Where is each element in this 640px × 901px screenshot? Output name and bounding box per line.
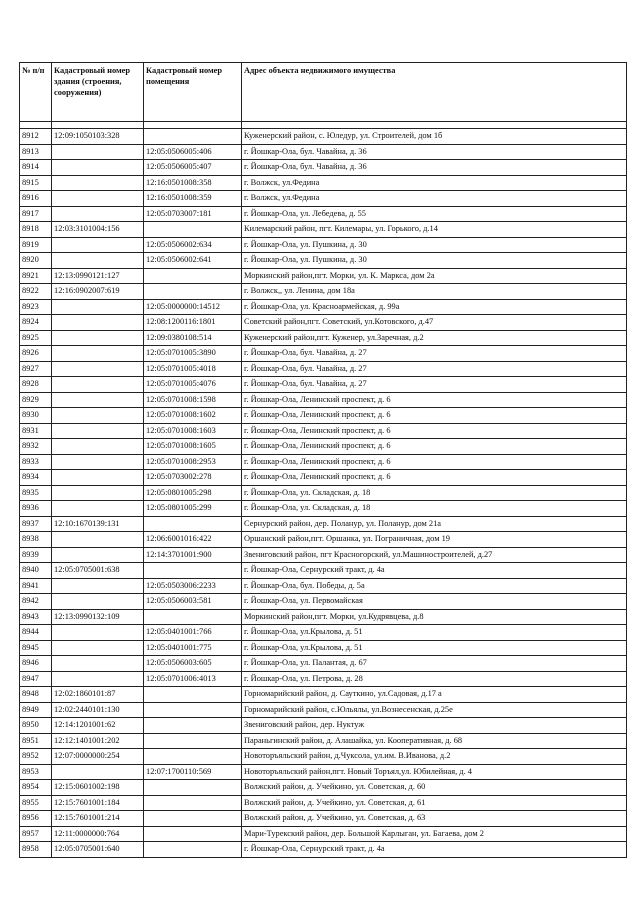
premises-cadastral-number (144, 718, 242, 734)
building-cadastral-number (52, 175, 144, 191)
premises-cadastral-number: 12:05:0506005:407 (144, 160, 242, 176)
building-cadastral-number (52, 392, 144, 408)
premises-cadastral-number (144, 129, 242, 145)
property-address: г. Йошкар-Ола, Ленинский проспект, д. 6 (242, 423, 627, 439)
premises-cadastral-number: 12:05:0703007:181 (144, 206, 242, 222)
table-row (20, 408, 627, 424)
table-row (20, 547, 627, 563)
premises-cadastral-number: 12:05:0506003:605 (144, 656, 242, 672)
property-address: Волжский район, д. Учейкино, ул. Советская, д. 60 (242, 780, 627, 796)
row-number: 8936 (20, 501, 52, 517)
premises-cadastral-number: 12:05:0701008:1598 (144, 392, 242, 408)
building-cadastral-number: 12:16:0902007:619 (52, 284, 144, 300)
row-number: 8931 (20, 423, 52, 439)
building-cadastral-number (52, 671, 144, 687)
property-address: Звениговский район, дер. Нуктуж (242, 718, 627, 734)
table-row (20, 175, 627, 191)
building-cadastral-number (52, 764, 144, 780)
property-address: Горномарийский район, с.Юльялы, ул.Вознесенская, д.25е (242, 702, 627, 718)
property-address: Моркинский район,пгт. Морки, ул. К. Маркса, дом 2а (242, 268, 627, 284)
building-cadastral-number: 12:13:0990132:109 (52, 609, 144, 625)
table-row (20, 129, 627, 145)
premises-cadastral-number: 12:05:0801005:299 (144, 501, 242, 517)
property-address: г. Йошкар-Ола, ул. Складская, д. 18 (242, 485, 627, 501)
row-number: 8912 (20, 129, 52, 145)
table-row (20, 656, 627, 672)
header-spacer-row (20, 122, 627, 129)
premises-cadastral-number: 12:07:1700110:569 (144, 764, 242, 780)
property-address: г. Волжск, ул.Федина (242, 191, 627, 207)
building-cadastral-number (52, 160, 144, 176)
property-address: Куженерский район, с. Юледур, ул. Строителей, дом 1б (242, 129, 627, 145)
premises-cadastral-number (144, 222, 242, 238)
property-address: г. Йошкар-Ола, Ленинский проспект, д. 6 (242, 408, 627, 424)
premises-cadastral-number: 12:05:0000000:14512 (144, 299, 242, 315)
row-number: 8916 (20, 191, 52, 207)
building-cadastral-number: 12:15:0601002:198 (52, 780, 144, 796)
premises-cadastral-number: 12:14:3701001:900 (144, 547, 242, 563)
table-row (20, 501, 627, 517)
premises-cadastral-number: 12:05:0503006:2233 (144, 578, 242, 594)
row-number: 8926 (20, 346, 52, 362)
premises-cadastral-number: 12:16:0501008:358 (144, 175, 242, 191)
property-address: Горномарийский район, д. Сауткино, ул.Садовая, д.17 а (242, 687, 627, 703)
table-row (20, 702, 627, 718)
table-row (20, 423, 627, 439)
row-number: 8956 (20, 811, 52, 827)
row-number: 8913 (20, 144, 52, 160)
property-address: г. Йошкар-Ола, ул. Пушкина, д. 30 (242, 253, 627, 269)
row-number: 8928 (20, 377, 52, 393)
property-address: Звениговский район, пгт Красногорский, ул.Машиностроителей, д.27 (242, 547, 627, 563)
property-address: Советский район,пгт. Советский, ул.Котовского, д.47 (242, 315, 627, 331)
premises-cadastral-number: 12:05:0801005:298 (144, 485, 242, 501)
property-address: г. Йошкар-Ола, ул. Лебедева, д. 55 (242, 206, 627, 222)
row-number: 8919 (20, 237, 52, 253)
property-address: г. Йошкар-Ола, ул.Крылова, д. 51 (242, 640, 627, 656)
property-address: Мари-Турекский район, дер. Большой Карлыган, ул. Багаева, дом 2 (242, 826, 627, 842)
table-header-row (20, 63, 627, 122)
building-cadastral-number: 12:09:1050103:328 (52, 129, 144, 145)
property-address: г. Йошкар-Ола, ул. Складская, д. 18 (242, 501, 627, 517)
row-number: 8955 (20, 795, 52, 811)
header-number: № п/п (20, 63, 52, 122)
property-address: г. Йошкар-Ола, Сернурский тракт, д. 4а (242, 563, 627, 579)
building-cadastral-number (52, 253, 144, 269)
property-address: Сернурский район, дер. Поланур, ул. Поланур, дом 21а (242, 516, 627, 532)
premises-cadastral-number: 12:05:0701005:4076 (144, 377, 242, 393)
row-number: 8930 (20, 408, 52, 424)
row-number: 8957 (20, 826, 52, 842)
property-address: г. Йошкар-Ола, бул. Чавайна, д. 36 (242, 144, 627, 160)
building-cadastral-number (52, 501, 144, 517)
premises-cadastral-number: 12:05:0401001:766 (144, 625, 242, 641)
table-row (20, 315, 627, 331)
premises-cadastral-number (144, 284, 242, 300)
property-address: Оршанский район,пгт. Оршанка, ул. Пограничная, дом 19 (242, 532, 627, 548)
row-number: 8914 (20, 160, 52, 176)
building-cadastral-number (52, 485, 144, 501)
premises-cadastral-number: 12:05:0701008:1605 (144, 439, 242, 455)
row-number: 8923 (20, 299, 52, 315)
property-address: Моркинский район,пгт. Морки, ул.Кудрявцева, д.8 (242, 609, 627, 625)
row-number: 8951 (20, 733, 52, 749)
table-row (20, 191, 627, 207)
table-row (20, 826, 627, 842)
building-cadastral-number (52, 532, 144, 548)
property-address: г. Йошкар-Ола, бул. Чавайна, д. 27 (242, 377, 627, 393)
table-row (20, 516, 627, 532)
table-row (20, 780, 627, 796)
property-address: Параньгинский район, д. Алашайка, ул. Кооперативная, д. 68 (242, 733, 627, 749)
property-address: Новоторъяльский район,пгт. Новый Торъял,ул. Юбилейная, д. 4 (242, 764, 627, 780)
header-building-cadastral: Кадастровый номер здания (строения, сооружения) (52, 63, 144, 122)
property-address: г. Йошкар-Ола, Ленинский проспект, д. 6 (242, 439, 627, 455)
building-cadastral-number (52, 191, 144, 207)
property-address: г. Йошкар-Ола, ул. Пушкина, д. 30 (242, 237, 627, 253)
premises-cadastral-number (144, 811, 242, 827)
building-cadastral-number (52, 423, 144, 439)
property-address: г. Йошкар-Ола, ул. Первомайская (242, 594, 627, 610)
row-number: 8947 (20, 671, 52, 687)
table-row (20, 144, 627, 160)
property-address: г. Йошкар-Ола, бул. Победы, д. 5а (242, 578, 627, 594)
premises-cadastral-number (144, 268, 242, 284)
building-cadastral-number: 12:15:7601001:214 (52, 811, 144, 827)
building-cadastral-number (52, 640, 144, 656)
table-row (20, 268, 627, 284)
row-number: 8946 (20, 656, 52, 672)
property-address: Волжский район, д. Учейкино, ул. Советская, д. 63 (242, 811, 627, 827)
row-number: 8935 (20, 485, 52, 501)
building-cadastral-number (52, 578, 144, 594)
property-address: Килемарский район, пгт. Килемары, ул. Горького, д.14 (242, 222, 627, 238)
property-address: г. Йошкар-Ола, ул. Палантая, д. 67 (242, 656, 627, 672)
building-cadastral-number: 12:07:0000000:254 (52, 749, 144, 765)
table-row (20, 377, 627, 393)
building-cadastral-number: 12:02:2440101:130 (52, 702, 144, 718)
premises-cadastral-number: 12:05:0701008:2953 (144, 454, 242, 470)
building-cadastral-number: 12:10:1670139:131 (52, 516, 144, 532)
building-cadastral-number (52, 439, 144, 455)
premises-cadastral-number (144, 795, 242, 811)
premises-cadastral-number: 12:09:0380108:514 (144, 330, 242, 346)
table-row (20, 439, 627, 455)
table-row (20, 563, 627, 579)
row-number: 8925 (20, 330, 52, 346)
header-premises-cadastral: Кадастровый номер помещения (144, 63, 242, 122)
property-address: г. Йошкар-Ола, ул. Петрова, д. 28 (242, 671, 627, 687)
row-number: 8917 (20, 206, 52, 222)
building-cadastral-number (52, 377, 144, 393)
row-number: 8932 (20, 439, 52, 455)
premises-cadastral-number: 12:05:0701005:4018 (144, 361, 242, 377)
building-cadastral-number (52, 237, 144, 253)
table-row (20, 764, 627, 780)
building-cadastral-number (52, 625, 144, 641)
property-address: г. Йошкар-Ола, Ленинский проспект, д. 6 (242, 454, 627, 470)
building-cadastral-number (52, 408, 144, 424)
row-number: 8940 (20, 563, 52, 579)
building-cadastral-number (52, 206, 144, 222)
property-address: г. Йошкар-Ола, бул. Чавайна, д. 27 (242, 346, 627, 362)
table-row (20, 733, 627, 749)
building-cadastral-number (52, 470, 144, 486)
row-number: 8953 (20, 764, 52, 780)
building-cadastral-number (52, 346, 144, 362)
table-row (20, 811, 627, 827)
table-row (20, 284, 627, 300)
premises-cadastral-number: 12:05:0701008:1602 (144, 408, 242, 424)
premises-cadastral-number (144, 733, 242, 749)
building-cadastral-number: 12:12:1401001:202 (52, 733, 144, 749)
premises-cadastral-number (144, 563, 242, 579)
row-number: 8958 (20, 842, 52, 858)
premises-cadastral-number (144, 702, 242, 718)
property-address: г. Йошкар-Ола, Ленинский проспект, д. 6 (242, 392, 627, 408)
row-number: 8929 (20, 392, 52, 408)
row-number: 8937 (20, 516, 52, 532)
table-body (20, 129, 627, 858)
property-address: г. Йошкар-Ола, Сернурский тракт, д. 4а (242, 842, 627, 858)
row-number: 8938 (20, 532, 52, 548)
row-number: 8921 (20, 268, 52, 284)
premises-cadastral-number: 12:05:0506002:641 (144, 253, 242, 269)
premises-cadastral-number (144, 687, 242, 703)
table-row (20, 454, 627, 470)
row-number: 8924 (20, 315, 52, 331)
table-row (20, 718, 627, 734)
row-number: 8941 (20, 578, 52, 594)
building-cadastral-number (52, 330, 144, 346)
table-row (20, 749, 627, 765)
table-row (20, 299, 627, 315)
building-cadastral-number: 12:14:1201001:62 (52, 718, 144, 734)
table-row (20, 237, 627, 253)
row-number: 8922 (20, 284, 52, 300)
building-cadastral-number (52, 454, 144, 470)
premises-cadastral-number: 12:05:0506005:406 (144, 144, 242, 160)
building-cadastral-number (52, 315, 144, 331)
building-cadastral-number (52, 299, 144, 315)
row-number: 8933 (20, 454, 52, 470)
property-address: г. Волжск,, ул. Ленина, дом 18а (242, 284, 627, 300)
building-cadastral-number (52, 361, 144, 377)
header-address: Адрес объекта недвижимого имущества (242, 63, 627, 122)
table-row (20, 160, 627, 176)
row-number: 8915 (20, 175, 52, 191)
premises-cadastral-number: 12:05:0701006:4013 (144, 671, 242, 687)
building-cadastral-number: 12:02:1860101:87 (52, 687, 144, 703)
building-cadastral-number: 12:11:0000000:764 (52, 826, 144, 842)
row-number: 8942 (20, 594, 52, 610)
property-address: г. Йошкар-Ола, бул. Чавайна, д. 27 (242, 361, 627, 377)
table-row (20, 253, 627, 269)
row-number: 8954 (20, 780, 52, 796)
property-address: г. Йошкар-Ола, Ленинский проспект, д. 6 (242, 470, 627, 486)
table-row (20, 392, 627, 408)
premises-cadastral-number: 12:08:1200116:1801 (144, 315, 242, 331)
premises-cadastral-number (144, 609, 242, 625)
premises-cadastral-number: 12:05:0506003:581 (144, 594, 242, 610)
building-cadastral-number (52, 594, 144, 610)
table-row (20, 625, 627, 641)
building-cadastral-number: 12:03:3101004:156 (52, 222, 144, 238)
premises-cadastral-number: 12:05:0703002:278 (144, 470, 242, 486)
table-row (20, 578, 627, 594)
table-row (20, 640, 627, 656)
premises-cadastral-number: 12:06:6001016:422 (144, 532, 242, 548)
property-address: Куженерский район,пгт. Куженер, ул.Заречная, д.2 (242, 330, 627, 346)
table-row (20, 222, 627, 238)
table-row (20, 687, 627, 703)
row-number: 8927 (20, 361, 52, 377)
property-address: Новоторъяльский район, д.Чуксола, ул.им. В.Иванова, д.2 (242, 749, 627, 765)
property-address: г. Йошкар-Ола, бул. Чавайна, д. 36 (242, 160, 627, 176)
premises-cadastral-number (144, 516, 242, 532)
property-address: г. Йошкар-Ола, ул. Красноармейская, д. 99а (242, 299, 627, 315)
table-row (20, 842, 627, 858)
premises-cadastral-number (144, 749, 242, 765)
building-cadastral-number: 12:05:0705001:638 (52, 563, 144, 579)
row-number: 8939 (20, 547, 52, 563)
premises-cadastral-number (144, 842, 242, 858)
row-number: 8934 (20, 470, 52, 486)
row-number: 8950 (20, 718, 52, 734)
table-row (20, 485, 627, 501)
table-row (20, 361, 627, 377)
row-number: 8949 (20, 702, 52, 718)
table-row (20, 346, 627, 362)
row-number: 8948 (20, 687, 52, 703)
table-row (20, 532, 627, 548)
table-row (20, 795, 627, 811)
row-number: 8918 (20, 222, 52, 238)
building-cadastral-number: 12:05:0705001:640 (52, 842, 144, 858)
premises-cadastral-number (144, 780, 242, 796)
building-cadastral-number: 12:13:0990121:127 (52, 268, 144, 284)
premises-cadastral-number: 12:05:0701005:3890 (144, 346, 242, 362)
row-number: 8920 (20, 253, 52, 269)
premises-cadastral-number: 12:16:0501008:359 (144, 191, 242, 207)
row-number: 8943 (20, 609, 52, 625)
table-row (20, 671, 627, 687)
table-row (20, 330, 627, 346)
row-number: 8952 (20, 749, 52, 765)
property-address: Волжский район, д. Учейкино, ул. Советская, д. 61 (242, 795, 627, 811)
premises-cadastral-number: 12:05:0401001:775 (144, 640, 242, 656)
building-cadastral-number (52, 656, 144, 672)
table-row (20, 470, 627, 486)
premises-cadastral-number: 12:05:0701008:1603 (144, 423, 242, 439)
table-row (20, 594, 627, 610)
row-number: 8945 (20, 640, 52, 656)
premises-cadastral-number (144, 826, 242, 842)
table-row (20, 206, 627, 222)
building-cadastral-number: 12:15:7601001:184 (52, 795, 144, 811)
property-address: г. Йошкар-Ола, ул.Крылова, д. 51 (242, 625, 627, 641)
property-address: г. Волжск, ул.Федина (242, 175, 627, 191)
building-cadastral-number (52, 547, 144, 563)
table-row (20, 609, 627, 625)
property-register-table (19, 62, 627, 858)
building-cadastral-number (52, 144, 144, 160)
row-number: 8944 (20, 625, 52, 641)
premises-cadastral-number: 12:05:0506002:634 (144, 237, 242, 253)
